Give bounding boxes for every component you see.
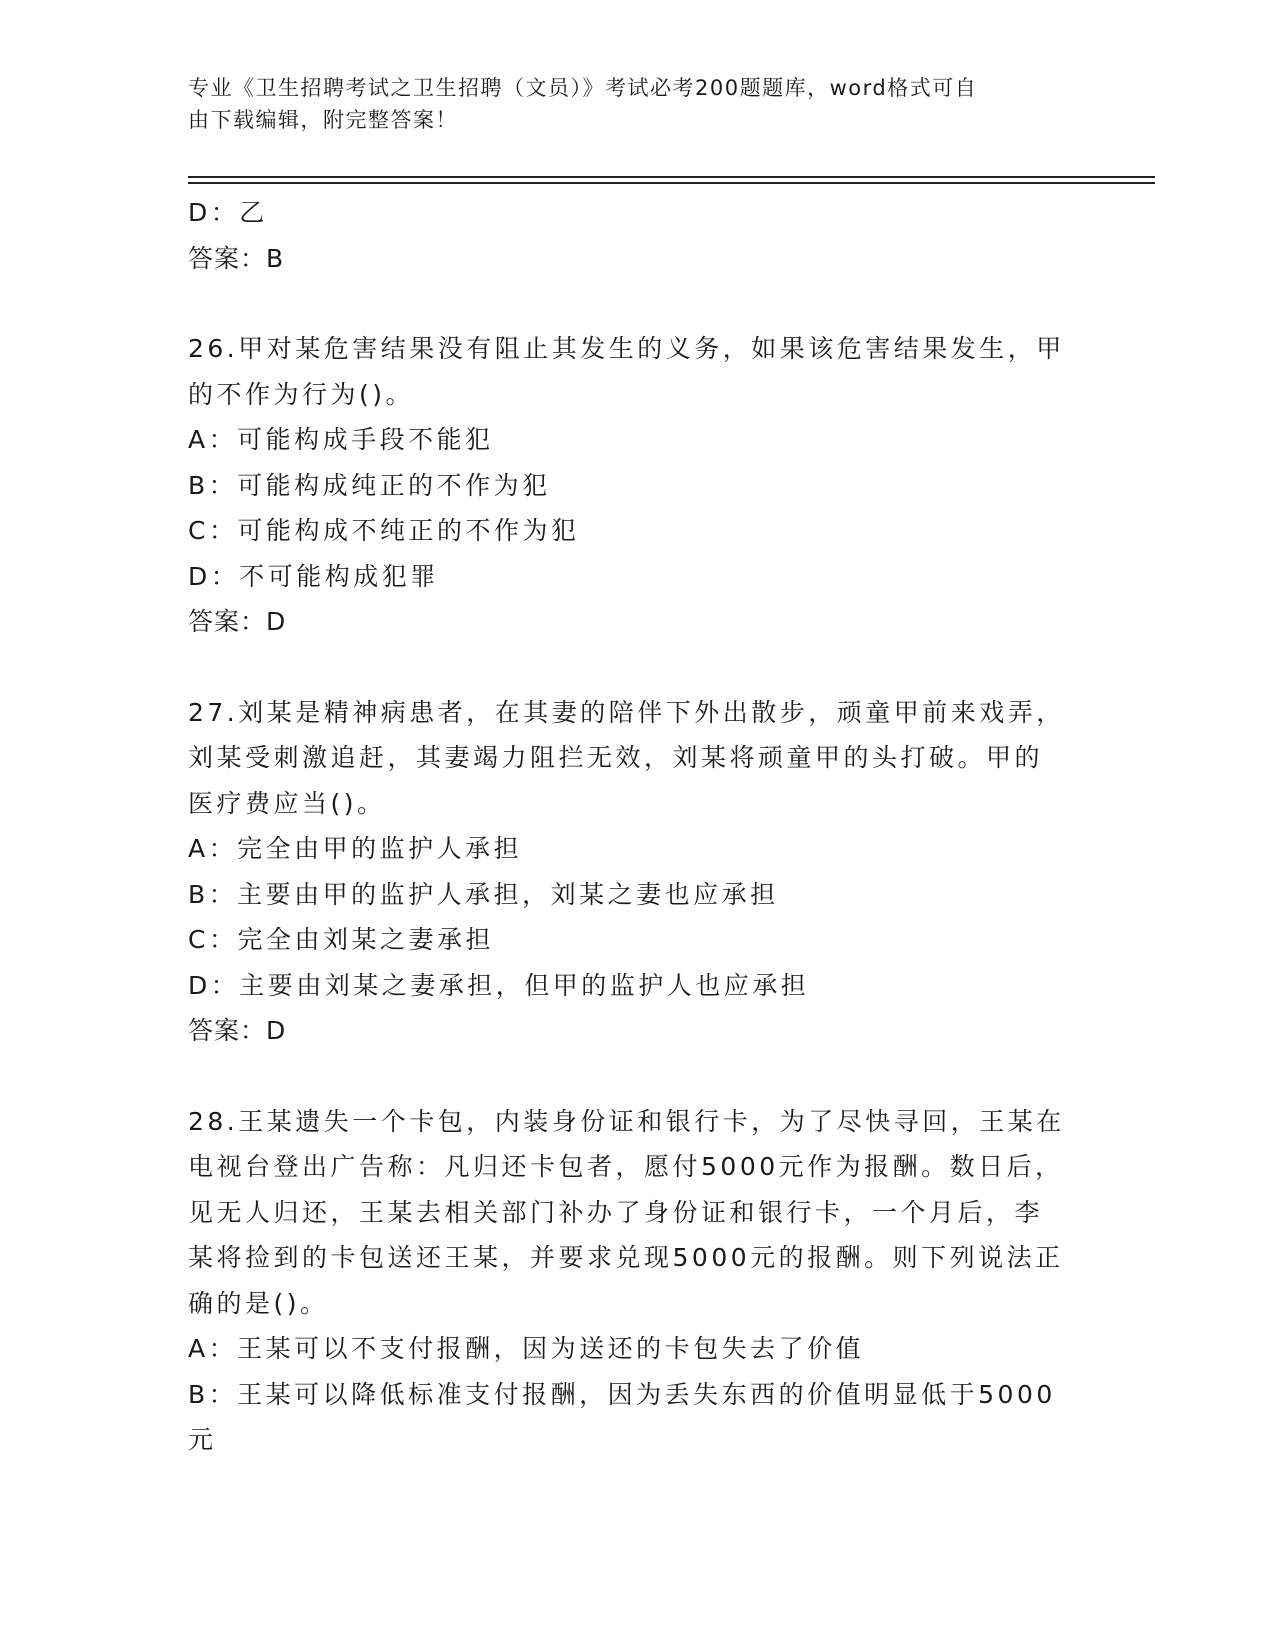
header-divider-top (188, 176, 1155, 178)
answer-line: 答案：B (188, 243, 285, 273)
document-header (188, 72, 1088, 136)
question-27 (188, 690, 1088, 1054)
question-text-line: 27.刘某是精神病患者，在其妻的陪伴下外出散步，顽童甲前来戏弄， (188, 697, 1065, 727)
option-c: C：可能构成不纯正的不作为犯 (188, 516, 580, 545)
question-text-line: 见无人归还，王某去相关部门补办了身份证和银行卡，一个月后，李 (188, 1197, 1044, 1227)
option-c: C：完全由刘某之妻承担 (188, 925, 494, 954)
option-a: A：王某可以不支付报酬，因为送还的卡包失去了价值 (188, 1334, 865, 1363)
option-d: D：乙 (188, 198, 268, 227)
answer-line: 答案：D (188, 1016, 287, 1045)
question-text-line: 医疗费应当()。 (188, 788, 386, 818)
document-body (188, 190, 1088, 1463)
header-line-2: 由下载编辑，附完整答案！ (188, 108, 458, 132)
option-a: A：可能构成手段不能犯 (188, 425, 494, 454)
option-b: B：可能构成纯正的不作为犯 (188, 470, 551, 500)
question-text-line: 某将捡到的卡包送还王某，并要求兑现5000元的报酬。则下列说法正 (188, 1243, 1064, 1272)
question-text-line: 电视台登出广告称：凡归还卡包者，愿付5000元作为报酬。数日后， (188, 1152, 1064, 1181)
question-text-line: 刘某受刺激追赶，其妻竭力阻拦无效，刘某将顽童甲的头打破。甲的 (188, 743, 1044, 772)
spacer (188, 1054, 1088, 1099)
header-divider-bottom (188, 182, 1155, 184)
spacer (188, 645, 1088, 690)
question-text-line: 确的是()。 (188, 1288, 329, 1318)
question-26 (188, 326, 1088, 645)
option-b: B：王某可以降低标准支付报酬，因为丢失东西的价值明显低于5000 (188, 1379, 1056, 1409)
option-d: D：不可能构成犯罪 (188, 561, 439, 591)
question-text-line: 26.甲对某危害结果没有阻止其发生的义务，如果该危害结果发生，甲 (188, 334, 1065, 363)
spacer (188, 281, 1088, 326)
option-d: D：主要由刘某之妻承担，但甲的监护人也应承担 (188, 970, 810, 1000)
option-b-continued: 元 (188, 1425, 217, 1454)
question-28 (188, 1099, 1088, 1463)
option-b: B：主要由甲的监护人承担，刘某之妻也应承担 (188, 879, 779, 909)
question-text-line: 的不作为行为()。 (188, 379, 415, 409)
answer-line: 答案：D (188, 607, 287, 636)
header-line-1: 专业《卫生招聘考试之卫生招聘（文员）》考试必考200题题库，word格式可自 (188, 76, 978, 100)
option-a: A：完全由甲的监护人承担 (188, 834, 523, 863)
question-text-line: 28.王某遗失一个卡包，内装身份证和银行卡，为了尽快寻回，王某在 (188, 1106, 1065, 1136)
